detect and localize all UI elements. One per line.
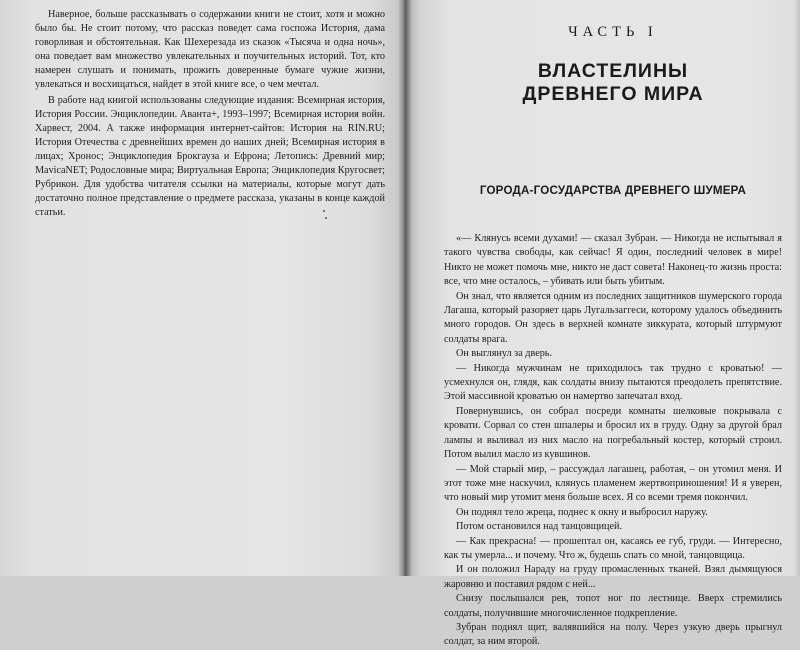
- body-paragraph: Он знал, что является одним из последних защитников шумерского города Лагаша, который разоряет царь Лугальзаггеси, которому удалось объединить много городов. Он здесь в верхней комнате зиккурата, который штурмуют солдаты врага.: [444, 290, 782, 345]
- body-paragraph: «— Клянусь всеми духами! — сказал Зубран. — Никогда не испытывал я такого чувства свободы, как сейчас! Я один, последний человек в мире! Никто не может помочь мне, никто не даст совета! Наконец-то жизнь проста: все, что мне осталось, – убивать или быть убитым.: [444, 233, 782, 288]
- body-paragraph: Он поднял тело жреца, поднес к окну и выбросил наружу.: [456, 506, 708, 518]
- left-page: [0, 0, 404, 576]
- right-page: [404, 0, 800, 648]
- body-paragraph: И он положил Нараду на груду промасленных тканей. Взял дымящуюся жаровню и поставил рядом с ней...: [444, 564, 782, 590]
- chapter-title: ГОРОДА-ГОСУДАРСТВА ДРЕВНЕГО ШУМЕРА: [479, 184, 747, 197]
- chapter-body-text: [444, 232, 782, 650]
- part-title-line: ВЛАСТЕЛИНЫ: [537, 60, 689, 82]
- body-paragraph: — Никогда мужчинам не приходилось так трудно с кроватью! — усмехнулся он, глядя, как солдаты внизу пытаются преодолеть препятствие. Этой массивной кроватью он намертво запечатал вход.: [444, 362, 782, 403]
- paper-speck: [323, 210, 325, 212]
- part-label: ЧАСТЬ I: [568, 24, 658, 40]
- part-title-line: ДРЕВНЕГО МИРА: [522, 83, 704, 105]
- body-paragraph: Снизу послышался рев, топот ног по лестнице. Вверх стремились солдаты, получившие многочисленное подкрепление.: [444, 593, 782, 619]
- book-gutter: [398, 0, 412, 576]
- body-paragraph: Повернувшись, он собрал посреди комнаты шелковые покрывала с кровати. Сорвал со стен шпалеры и бросил их в груду. Одну за другой брал лампы и выливал из них масло на погребальный костер, который строил. Потом вылил масло из кувшинов.: [444, 405, 782, 461]
- body-paragraph: — Как прекрасна! — прошептал он, касаясь ее губ, груди. — Интересно, как ты умерла... и почему. Что ж, будешь спать со мной, танцовщица.: [444, 535, 782, 561]
- page-edge-shadow: [794, 0, 800, 576]
- left-paragraph: Наверное, больше рассказывать о содержании книги не стоит, хотя и можно было бы. Не стоит потому, что рассказ поведет сама госпожа История, дама говорливая и обстоятельная. Как Шехерезада из сказок «Тысяча и одна ночь», она поведает вам множество увлекательных и поучительных историй. Тот, кто намерен слушать и понимать, прожить доверенные бумаге чужие жизни, увлекаться и восхищаться, найдет в этой книге все, о чем мечтал.: [35, 9, 385, 90]
- left-paragraph: В работе над книгой использованы следующие издания: Всемирная история, История России. Энциклопедии. Аванта+, 1993–1997; Всемирная история войн. Харвест, 2004. А также информация интернет-сайтов: История на RIN.RU; История Отечества с древнейших времен до наших дней; Всемирная история в лицах; Хронос; Энциклопедия Брокгауза и Ефрона; Летопись: Древний мир; MavicaNET; Родословные мира; Виртуальная Европа; Энциклопедия Кругосвет; Рубрикон. Для удобства читателя ссылки на материалы, которые могут дать достаточно полное представление о предмете рассказа, указаны в конце каждой статьи.: [35, 95, 385, 218]
- body-paragraph: — Мой старый мир, – рассуждал лагашец, работая, – он утомил меня. И этот тоже мне наскучил, клянусь пламенем жертвоприношения! И я уверен, что новый мир утомит меня больше всех. Я со всеми тремя покончил.: [444, 463, 782, 504]
- paper-speck: [325, 217, 327, 219]
- body-paragraph: Он выглянул за дверь.: [456, 348, 553, 360]
- body-paragraph: Потом остановился над танцовщицей.: [456, 521, 623, 533]
- body-paragraph: Зубран поднял щит, валявшийся на полу. Через узкую дверь прыгнул солдат, за ним второй.: [444, 621, 782, 648]
- part-title: [444, 60, 782, 106]
- left-page-text: [35, 8, 385, 220]
